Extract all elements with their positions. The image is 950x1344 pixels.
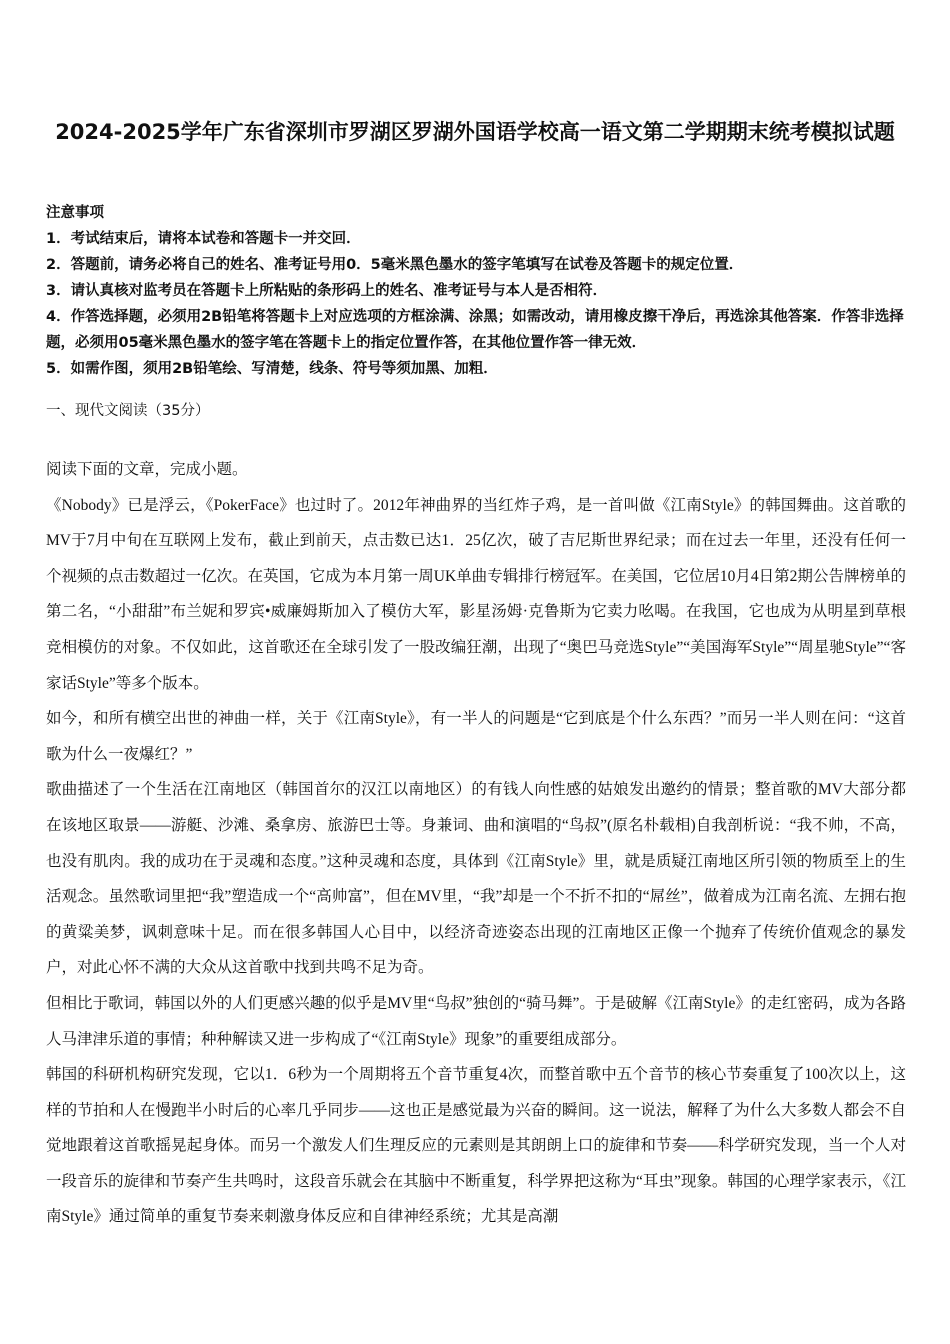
section-header	[46, 398, 906, 424]
notice-item: 4．作答选择题，必须用2B铅笔将答题卡上对应选项的方框涂满、涂黑；如需改动，请用橡皮擦干净后，再选涂其他答案．作答非选择题，必须用05毫米黑色墨水的签字笔在答题卡上的指定位置作答，在其他位置作答一律无效．	[46, 309, 904, 351]
notice-block	[46, 200, 906, 382]
notice-item: 2．答题前，请务必将自己的姓名、准考证号用0．5毫米黑色墨水的签字笔填写在试卷及答题卡的规定位置．	[46, 257, 744, 273]
passage-paragraph: 但相比于歌词，韩国以外的人们更感兴趣的似乎是MV里“鸟叔”独创的“骑马舞”。于是破解《江南Style》的走红密码，成为各路人马津津乐道的事情；种种解读又进一步构成了“《江南Style》现象”的重要组成部分。	[46, 994, 906, 1048]
page-title: 2024-2025学年广东省深圳市罗湖区罗湖外国语学校高一语文第二学期期末统考模拟试题	[55, 120, 895, 144]
reading-passage	[46, 452, 906, 1235]
passage-paragraph: 歌曲描述了一个生活在江南地区（韩国首尔的汉江以南地区）的有钱人向性感的姑娘发出邀约的情景；整首歌的MV大部分都在该地区取景——游艇、沙滩、桑拿房、旅游巴士等。身兼词、曲和演唱的“鸟叔”(原名朴载相)自我剖析说：“我不帅，不高，也没有肌肉。我的成功在于灵魂和态度。”这种灵魂和态度，具体到《江南Style》里，就是质疑江南地区所引领的物质至上的生活观念。虽然歌词里把“我”塑造成一个“高帅富”，但在MV里，“我”却是一个不折不扣的“屌丝”，做着成为江南名流、左拥右抱的黄粱美梦，讽刺意味十足。而在很多韩国人心目中，以经济奇迹姿态出现的江南地区正像一个抛弃了传统价值观念的暴发户，对此心怀不满的大众从这首歌中找到共鸣不足为奇。	[46, 781, 906, 977]
notice-item: 1．考试结束后，请将本试卷和答题卡一并交回．	[46, 231, 361, 247]
notice-item: 5．如需作图，须用2B铅笔绘、写清楚，线条、符号等须加黑、加粗．	[46, 361, 498, 377]
passage-paragraph: 《Nobody》已是浮云，《PokerFace》也过时了。2012年神曲界的当红炸子鸡，是一首叫做《江南Style》的韩国舞曲。这首歌的MV于7月中旬在互联网上发布，截止到前天，点击数已达1．25亿次，破了吉尼斯世界纪录；而在过去一年里，还没有任何一个视频的点击数超过一亿次。在英国，它成为本月第一周UK单曲专辑排行榜冠军。在美国，它位居10月4日第2期公告牌榜单的第二名，“小甜甜”布兰妮和罗宾•威廉姆斯加入了模仿大军，影星汤姆·克鲁斯为它卖力吆喝。在我国，它也成为从明星到草根竞相模仿的对象。不仅如此，这首歌还在全球引发了一股改编狂潮，出现了“奥巴马竞选Style”“美国海军Style”“周星驰Style”“客家话Style”等多个版本。	[46, 496, 906, 692]
passage-paragraph: 韩国的科研机构研究发现，它以1．6秒为一个周期将五个音节重复4次，而整首歌中五个音节的核心节奏重复了100次以上，这样的节拍和人在慢跑半小时后的心率几乎同步——这也正是感觉最为兴奋的瞬间。这一说法，解释了为什么大多数人都会不自觉地跟着这首歌摇晃起身体。而另一个激发人们生理反应的元素则是其朗朗上口的旋律和节奏——科学研究发现，当一个人对一段音乐的旋律和节奏产生共鸣时，这段音乐就会在其脑中不断重复，科学界把这称为“耳虫”现象。韩国的心理学家表示，《江南Style》通过简单的重复节奏来刺激身体反应和自律神经系统；尤其是高潮	[46, 1066, 906, 1226]
notice-heading: 注意事项	[46, 205, 104, 221]
notice-item: 3．请认真核对监考员在答题卡上所粘贴的条形码上的姓名、准考证号与本人是否相符．	[46, 283, 608, 299]
section-heading: 一、现代文阅读（35分）	[46, 403, 210, 419]
passage-paragraph: 如今，和所有横空出世的神曲一样，关于《江南Style》，有一半人的问题是“它到底是个什么东西？”而另一半人则在问：“这首歌为什么一夜爆红？”	[46, 710, 906, 763]
section-instruction: 阅读下面的文章，完成小题。	[46, 461, 248, 478]
